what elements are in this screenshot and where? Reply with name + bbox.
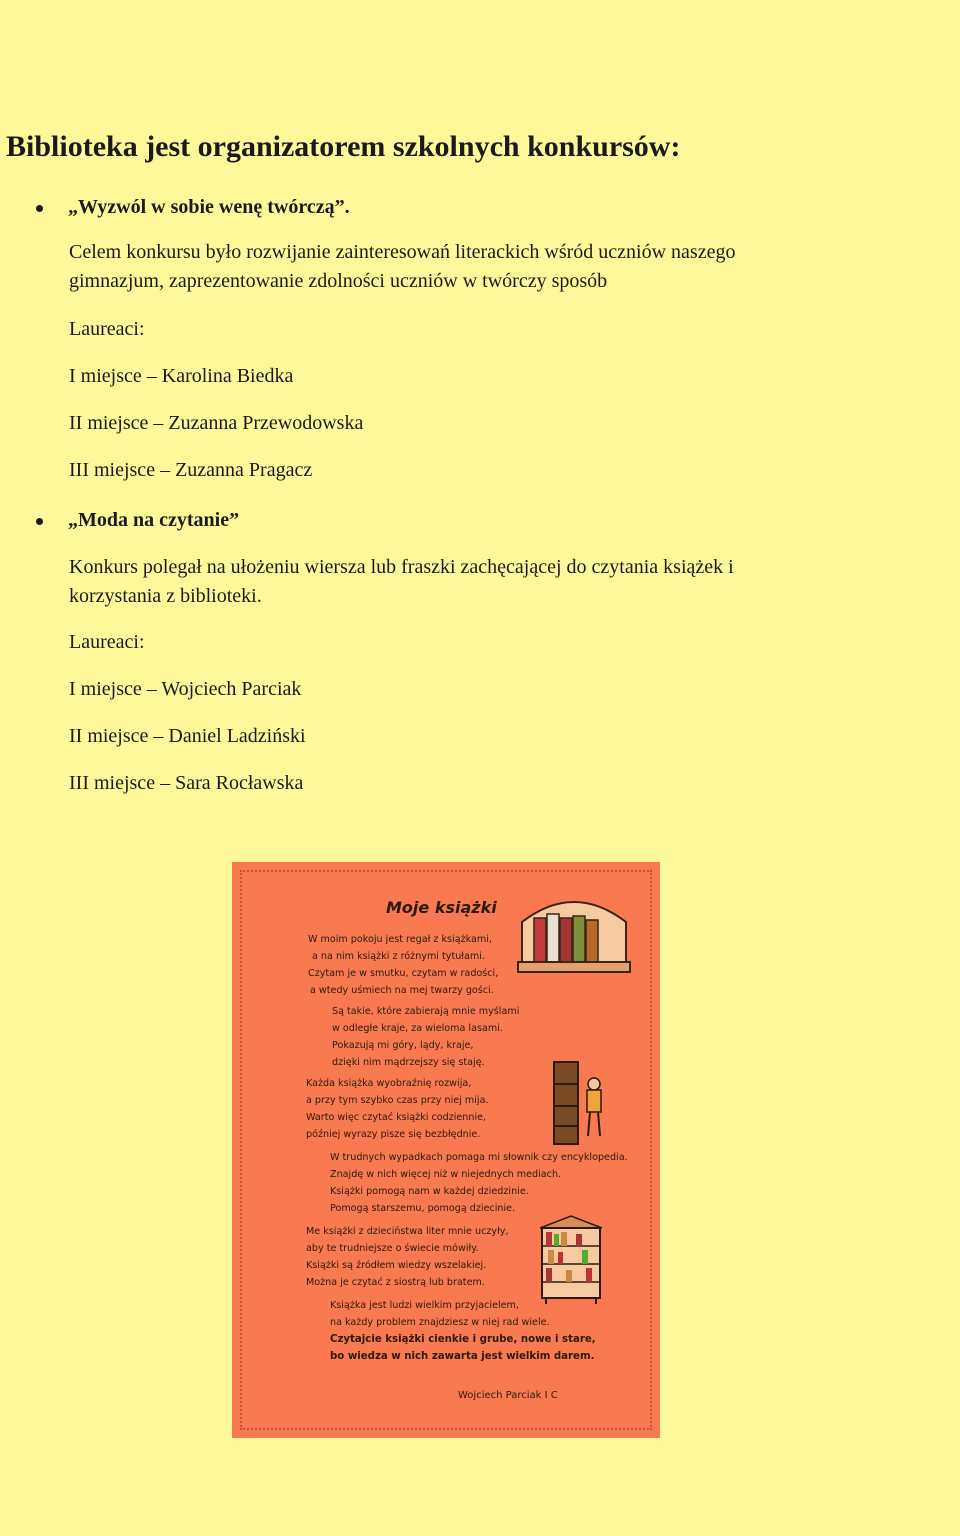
contest1-laureates-label: Laureaci:: [69, 318, 145, 340]
poster-author: Wojciech Parciak I C: [458, 1390, 558, 1401]
poem-line: Są takie, które zabierają mnie myślami: [332, 1006, 520, 1017]
poem-line: później wyrazy pisze się bezbłędnie.: [306, 1129, 481, 1140]
page-heading: Biblioteka jest organizatorem szkolnych konkursów:: [6, 130, 681, 163]
bookcase-illustration-icon: [536, 1214, 606, 1306]
contest1-place-1: I miejsce – Karolina Biedka: [69, 365, 294, 387]
contest2-place-2: II miejsce – Daniel Ladziński: [69, 725, 306, 747]
contest2-place-1: I miejsce – Wojciech Parciak: [69, 678, 302, 700]
poem-line: Każda książka wyobraźnię rozwija,: [306, 1078, 472, 1089]
poem-line: W trudnych wypadkach pomaga mi słownik czy encyklopedia.: [330, 1152, 628, 1163]
reader-illustration-icon: [550, 1056, 608, 1148]
contest1-description: [69, 238, 735, 296]
poem-poster: [232, 862, 660, 1438]
bullet-icon: [36, 518, 43, 525]
poem-line: Me książki z dzieciństwa liter mnie uczyły,: [306, 1226, 509, 1237]
contest1-description-line: Celem konkursu było rozwijanie zainteresowań literackich wśród uczniów naszego: [69, 241, 736, 263]
contest1-description-line: gimnazjum, zaprezentowanie zdolności uczniów w twórczy sposób: [69, 270, 608, 292]
poem-line: Znajdę w nich więcej niż w niejednych mediach.: [330, 1169, 562, 1180]
poem-line: Można je czytać z siostrą lub bratem.: [306, 1277, 485, 1288]
poem-line: w odległe kraje, za wieloma lasami.: [332, 1023, 503, 1034]
poem-line: dzięki nim mądrzejszy się staję.: [332, 1057, 485, 1068]
contest2-laureates-label: Laureaci:: [69, 631, 145, 653]
poem-line: a wtedy uśmiech na mej twarzy gości.: [310, 985, 494, 996]
contest2-title: „Moda na czytanie”: [68, 509, 240, 531]
poem-line: a przy tym szybko czas przy niej mija.: [306, 1095, 489, 1106]
poem-line: Książki pomogą nam w każdej dziedzinie.: [330, 1186, 529, 1197]
contest2-description-line: Konkurs polegał na ułożeniu wiersza lub fraszki zachęcającej do czytania książek i: [69, 556, 734, 578]
bookshelf-illustration-icon: [514, 892, 634, 978]
contest1-place-2: II miejsce – Zuzanna Przewodowska: [69, 412, 364, 434]
poem-line: aby te trudniejsze o świecie mówiły.: [306, 1243, 479, 1254]
poem-line: Czytam je w smutku, czytam w radości,: [308, 968, 499, 979]
contest1-place-3: III miejsce – Zuzanna Pragacz: [69, 459, 313, 481]
poem-line: na każdy problem znajdziesz w niej rad wiele.: [330, 1317, 550, 1328]
poster-title: Moje książki: [386, 898, 497, 917]
poem-line: Książki są źródłem wiedzy wszelakiej.: [306, 1260, 487, 1271]
contest1-title: „Wyzwól w sobie wenę twórczą”.: [68, 196, 350, 218]
bullet-icon: [36, 205, 43, 212]
poem-line-bold: Czytajcie książki cienkie i grube, nowe i stare,: [330, 1334, 596, 1345]
poem-line: Książka jest ludzi wielkim przyjacielem,: [330, 1300, 519, 1311]
poem-line: Warto więc czytać książki codziennie,: [306, 1112, 487, 1123]
contest2-place-3: III miejsce – Sara Rocławska: [69, 772, 304, 794]
poem-line: Pokazują mi góry, lądy, kraje,: [332, 1040, 474, 1051]
poem-line: Pomogą starszemu, pomogą dziecinie.: [330, 1203, 516, 1214]
poem-line-bold: bo wiedza w nich zawarta jest wielkim darem.: [330, 1351, 595, 1362]
poem-line: a na nim książki z różnymi tytułami.: [312, 951, 485, 962]
contest2-description-line: korzystania z biblioteki.: [69, 585, 262, 607]
poem-line: W moim pokoju jest regał z książkami,: [308, 934, 492, 945]
contest2-description: [69, 553, 734, 611]
